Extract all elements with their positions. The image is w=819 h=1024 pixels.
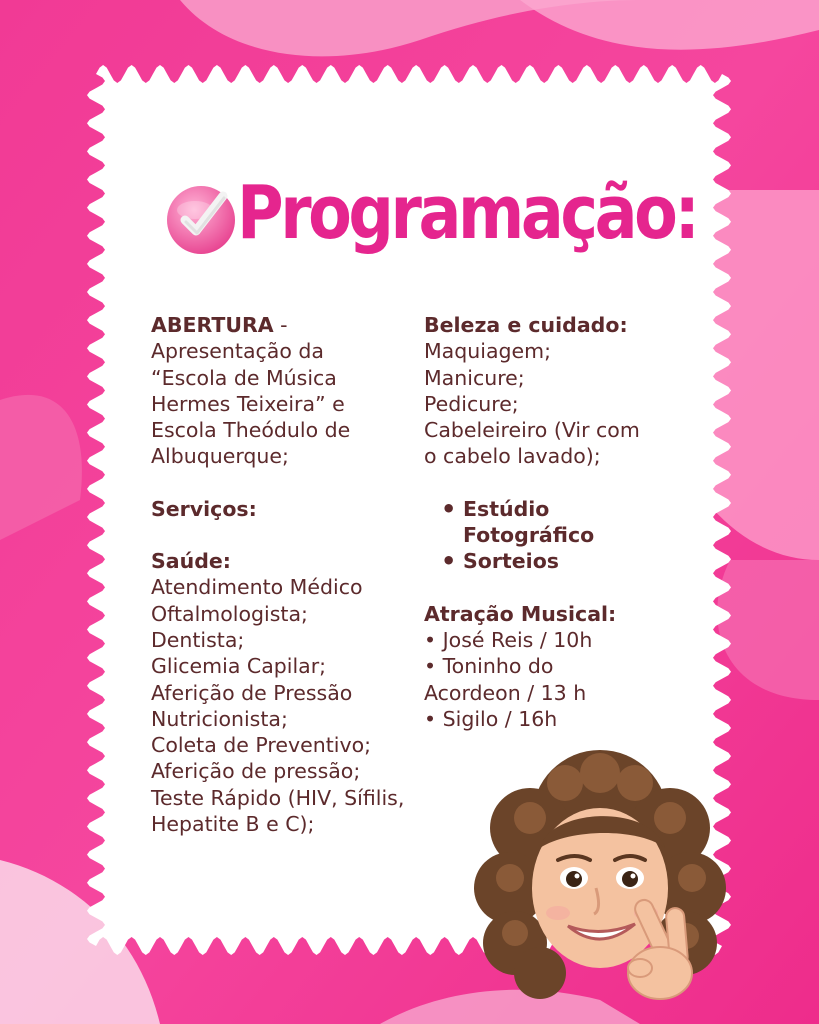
title-row bbox=[165, 170, 697, 278]
abertura-line: Albuquerque; bbox=[151, 444, 289, 469]
atracao-item: Acordeon / 13 h bbox=[424, 680, 587, 705]
saude-item: Oftalmologista; bbox=[151, 601, 308, 626]
saude-item: Atendimento Médico bbox=[151, 575, 363, 600]
abertura-line: Escola Theódulo de bbox=[151, 418, 351, 443]
saude-heading: Saúde: bbox=[151, 549, 231, 574]
beleza-item: o cabelo lavado); bbox=[424, 444, 601, 469]
bullet-item: • Sorteios bbox=[463, 548, 684, 574]
bullet-item: • Estúdio Fotográfico bbox=[463, 496, 613, 549]
beleza-item: Manicure; bbox=[424, 365, 525, 390]
atracao-item: • José Reis / 10h bbox=[424, 627, 593, 652]
beleza-heading: Beleza e cuidado: bbox=[424, 313, 628, 337]
bullet-list bbox=[424, 496, 684, 575]
abertura-line: “Escola de Música bbox=[151, 365, 337, 390]
beleza-item: Pedicure; bbox=[424, 391, 519, 416]
right-column bbox=[424, 312, 684, 732]
saude-item: Coleta de Preventivo; bbox=[151, 733, 372, 758]
abertura-heading bbox=[151, 312, 426, 338]
check-badge-icon bbox=[165, 180, 241, 256]
memoji-avatar-icon bbox=[470, 748, 730, 1010]
abertura-line: Hermes Teixeira” e bbox=[151, 391, 345, 416]
beleza-item: Maquiagem; bbox=[424, 339, 552, 364]
saude-item: Aferição de Pressão bbox=[151, 680, 353, 705]
atracao-item: • Toninho do bbox=[424, 654, 554, 679]
left-column bbox=[151, 312, 426, 837]
abertura-label: ABERTURA bbox=[151, 313, 274, 337]
atracao-heading: Atração Musical: bbox=[424, 601, 617, 626]
saude-item: Dentista; bbox=[151, 627, 245, 652]
abertura-line: Apresentação da bbox=[151, 339, 324, 364]
page-title: Programação: bbox=[237, 170, 697, 256]
beleza-item: Cabeleireiro (Vir com bbox=[424, 418, 640, 443]
atracao-item: • Sigilo / 16h bbox=[424, 706, 558, 731]
saude-item: Teste Rápido (HIV, Sífilis, bbox=[151, 785, 405, 810]
saude-item: Nutricionista; bbox=[151, 706, 288, 731]
abertura-separator: - bbox=[273, 313, 288, 337]
servicos-heading: Serviços: bbox=[151, 496, 257, 521]
saude-item: Hepatite B e C); bbox=[151, 812, 315, 837]
saude-item: Glicemia Capilar; bbox=[151, 654, 327, 679]
saude-item: Aferição de pressão; bbox=[151, 759, 361, 784]
